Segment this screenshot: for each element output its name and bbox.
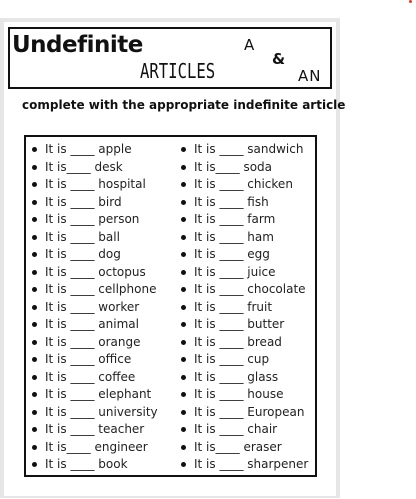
exercise-item: It is ____ cup — [181, 351, 308, 369]
exercise-item: It is____ desk — [32, 159, 158, 177]
right-column-list — [181, 141, 308, 474]
exercise-item: It is ____ sharpener — [181, 456, 308, 474]
exercise-item: It is ____ house — [181, 386, 308, 404]
exercise-item: It is ____ bread — [181, 334, 308, 352]
title-main: Undefinite — [12, 32, 143, 58]
exercise-item: It is ____ office — [32, 351, 158, 369]
title-article-a: A — [244, 36, 255, 54]
exercise-item: It is ____ glass — [181, 369, 308, 387]
exercise-item: It is ____ book — [32, 456, 158, 474]
exercise-item: It is ____ dog — [32, 246, 158, 264]
exercise-item: It is ____ octopus — [32, 264, 158, 282]
exercise-item: It is ____ coffee — [32, 369, 158, 387]
exercise-item: It is ____ fish — [181, 194, 308, 212]
exercise-item: It is ____ worker — [32, 299, 158, 317]
exercise-box — [24, 135, 317, 477]
exercise-item: It is ____ egg — [181, 246, 308, 264]
exercise-item: It is ____ orange — [32, 334, 158, 352]
exercise-item: It is ____ butter — [181, 316, 308, 334]
corner-dot — [409, 0, 412, 3]
exercise-item: It is____ engineer — [32, 439, 158, 457]
exercise-item: It is ____ ham — [181, 229, 308, 247]
exercise-item: It is ____ cellphone — [32, 281, 158, 299]
exercise-item: It is____ eraser — [181, 439, 308, 457]
exercise-item: It is ____ juice — [181, 264, 308, 282]
exercise-item: It is ____ ball — [32, 229, 158, 247]
exercise-item: It is ____ teacher — [32, 421, 158, 439]
exercise-item: It is ____ university — [32, 404, 158, 422]
exercise-item: It is ____ elephant — [32, 386, 158, 404]
exercise-item: It is ____ chocolate — [181, 281, 308, 299]
exercise-item: It is ____ bird — [32, 194, 158, 212]
left-column-list — [32, 141, 158, 474]
instruction-text: complete with the appropriate indefinite article — [22, 98, 346, 112]
title-articles: ARTICLES — [140, 59, 216, 83]
exercise-item: It is ____ fruit — [181, 299, 308, 317]
exercise-item: It is____ soda — [181, 159, 308, 177]
exercise-item: It is ____ European — [181, 404, 308, 422]
exercise-item: It is ____ sandwich — [181, 141, 308, 159]
title-banner — [8, 27, 332, 89]
title-article-an: AN — [298, 67, 322, 85]
exercise-item: It is ____ chair — [181, 421, 308, 439]
exercise-item: It is ____ hospital — [32, 176, 158, 194]
exercise-item: It is ____ farm — [181, 211, 308, 229]
exercise-item: It is ____ chicken — [181, 176, 308, 194]
title-ampersand: & — [272, 50, 286, 68]
exercise-item: It is ____ person — [32, 211, 158, 229]
exercise-item: It is ____ animal — [32, 316, 158, 334]
exercise-item: It is ____ apple — [32, 141, 158, 159]
